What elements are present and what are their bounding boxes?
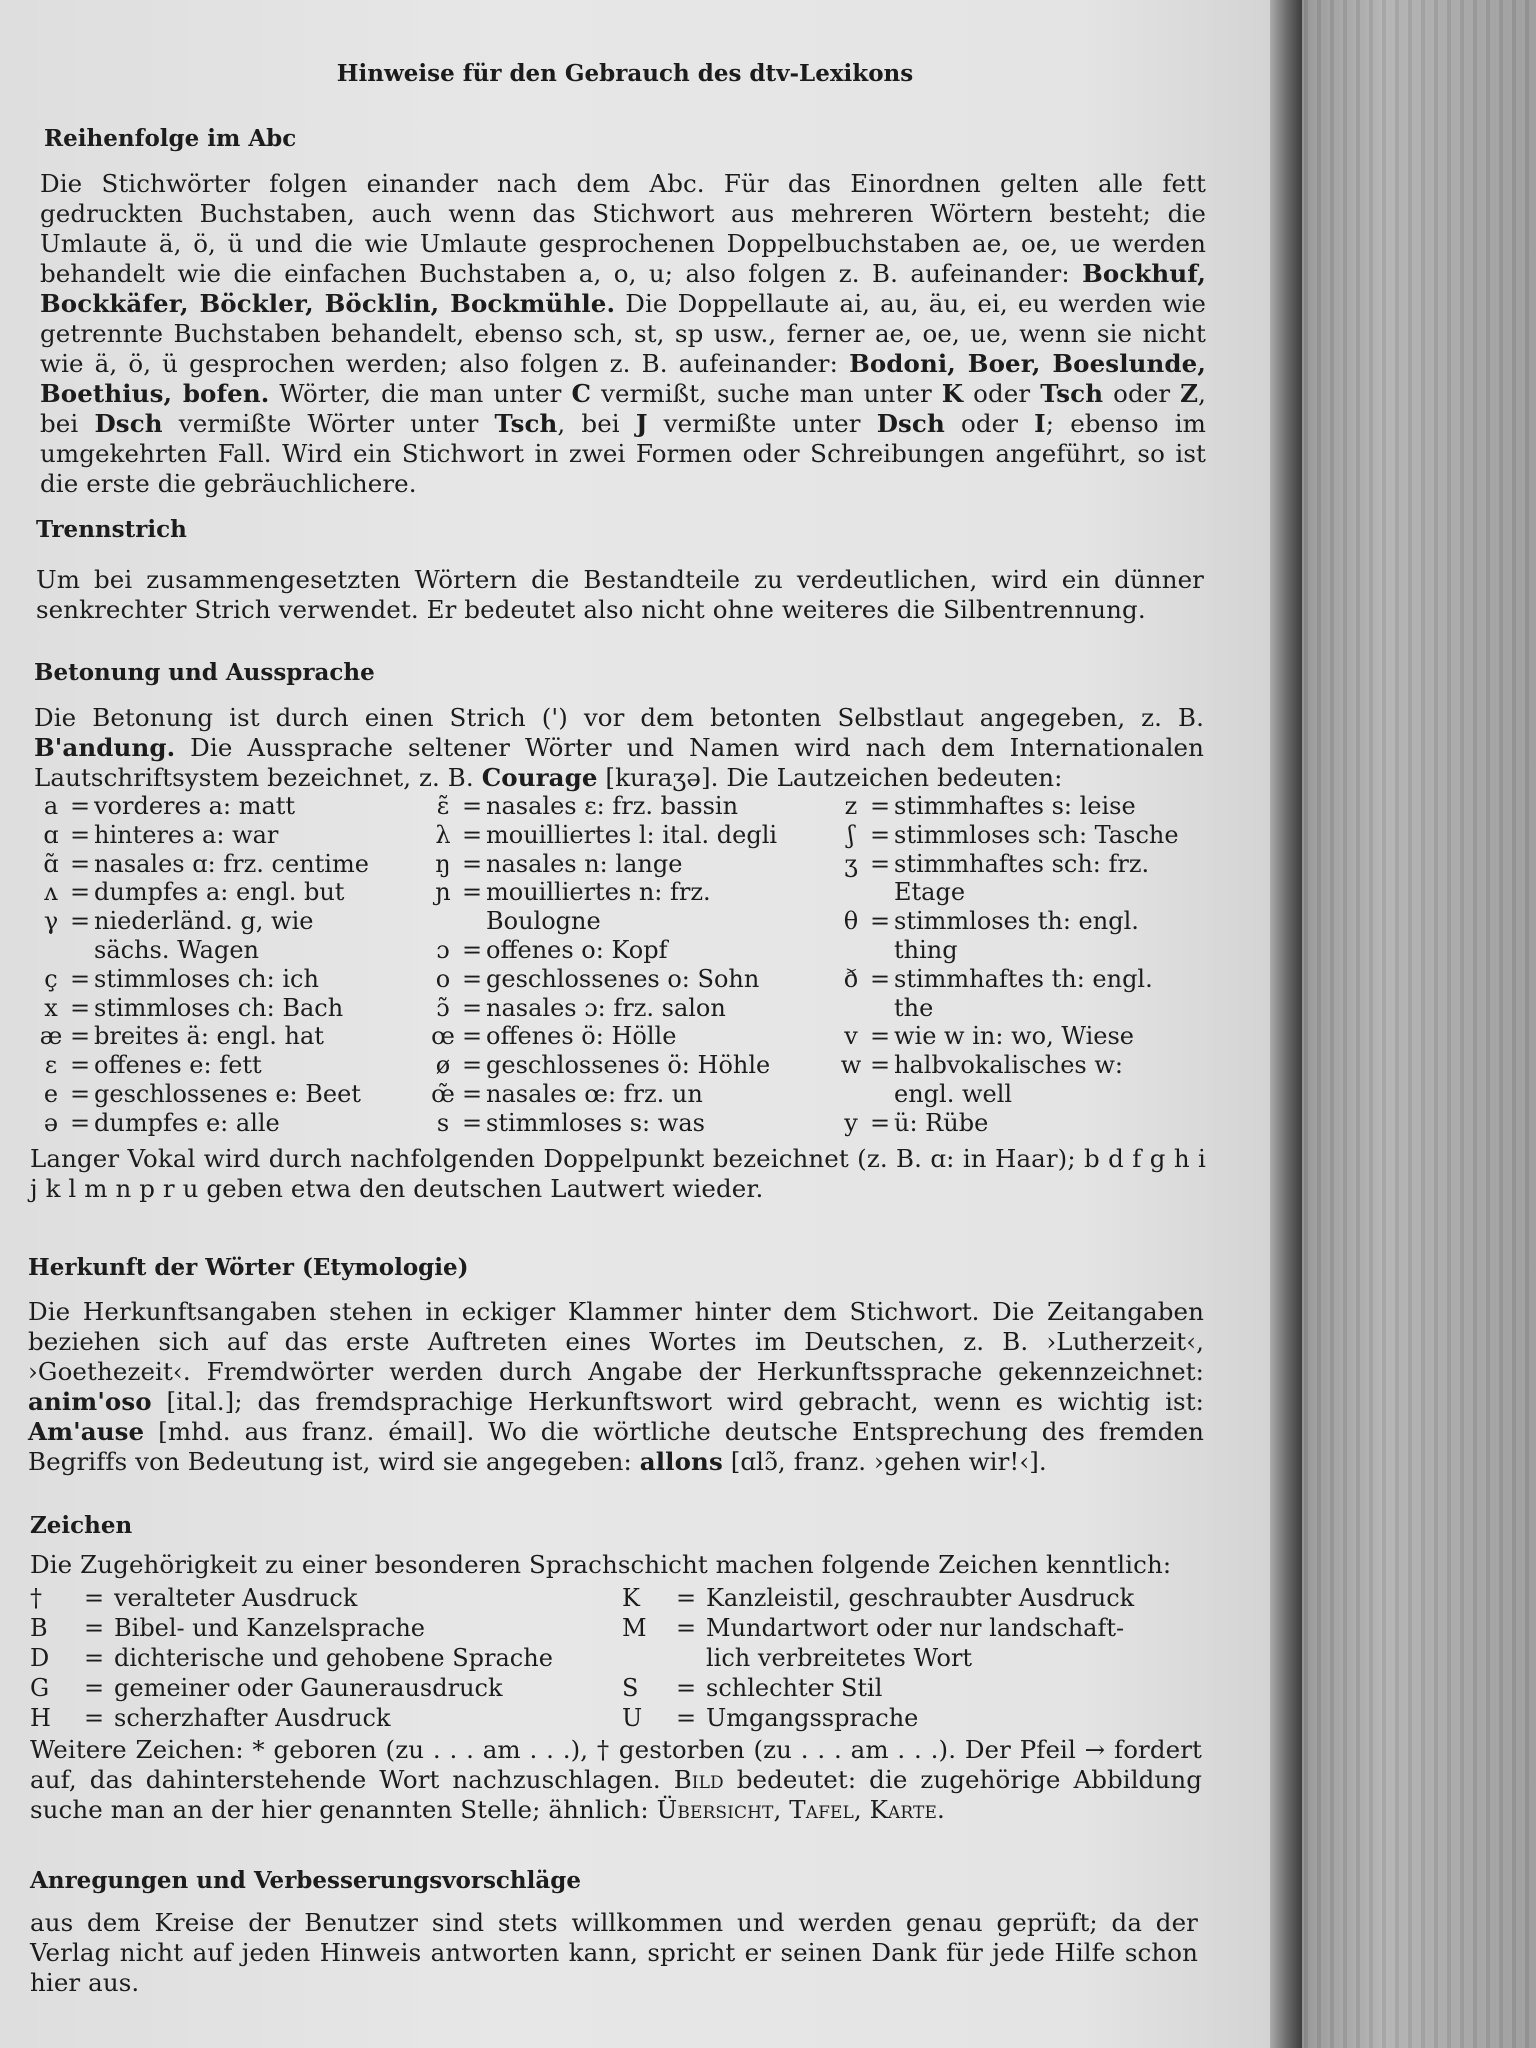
zeichen-row: U = Umgangssprache bbox=[622, 1704, 919, 1732]
phonetic-row: ɔ̃ = nasales ɔ: frz. salon bbox=[436, 993, 726, 1022]
phonetic-row: ʃ = stimmloses sch: Tasche bbox=[847, 820, 1179, 849]
phonetic-row: x = stimmloses ch: Bach bbox=[44, 993, 344, 1022]
phonetic-row: Etage bbox=[894, 878, 966, 907]
wooden-background bbox=[1262, 0, 1536, 2048]
zeichen-row: K = Kanzleistil, geschraubter Ausdruck bbox=[622, 1584, 1135, 1612]
phonetic-row: z = stimmhaftes s: leise bbox=[844, 792, 1136, 820]
zeichen-row: † = veralteter Ausdruck bbox=[30, 1584, 358, 1612]
heading-betonung: Betonung und Aussprache bbox=[34, 659, 375, 686]
text-herkunft: Die Herkunftsangaben stehen in eckiger Klammer hinter dem Stichwort. Die Zeitangaben beziehen sich auf das erste Auftreten eines Wortes im Deutschen, z. B. ›Lutherzeit‹, ›Goethezeit‹. Fremdwörter werden durch Angabe der Herkunftssprache gekennzeichnet: anim'oso [ital.]; das fremdsprachige Herkunftswort wird gebracht, wenn es wichtig ist: Am'ause [mhd. aus franz. émail]. Wo die wörtliche deutsche Entsprechung des fremden Begriffs von Bedeutung ist, wird sie angegeben: allons [ɑlɔ̃, franz. ›gehen wir!‹]. bbox=[28, 1297, 1204, 1476]
zeichen-row: D = dichterische und gehobene Sprache bbox=[30, 1644, 553, 1672]
text-zeichen-outro: Weitere Zeichen: * geboren (zu . . . am . . .), † gestorben (zu . . . am . . .). Der Pfeil → fordert auf, das dahinterstehende Wort nachzuschlagen. Bild bedeutet: die zugehörige Abbildung suche man an der hier genannten Stelle; ähnlich: Übersicht, Tafel, Karte. bbox=[30, 1735, 1203, 1824]
phonetic-row: ŋ = nasales n: lange bbox=[435, 849, 683, 878]
phonetic-row: v = wie w in: wo, Wiese bbox=[844, 1022, 1134, 1051]
phonetic-row: ɔ = offenes o: Kopf bbox=[436, 935, 668, 964]
text-betonung-outro: Langer Vokal wird durch nachfolgenden Doppelpunkt bezeichnet (z. B. ɑ: in Haar); b d f g h i j k l m n p r u geben etwa den deutschen Lautwert wieder. bbox=[30, 1144, 1206, 1203]
zeichen-row: G = gemeiner oder Gaunerausdruck bbox=[30, 1674, 503, 1702]
heading-anregungen: Anregungen und Verbesserungsvorschläge bbox=[30, 1867, 582, 1894]
heading-herkunft: Herkunft der Wörter (Etymologie) bbox=[28, 1254, 469, 1281]
zeichen-row: S = schlechter Stil bbox=[622, 1674, 883, 1702]
phonetic-row: the bbox=[894, 993, 934, 1022]
zeichen-table-right bbox=[622, 1583, 1206, 1733]
phonetic-column-1 bbox=[36, 792, 421, 1138]
phonetic-row: y = ü: Rübe bbox=[844, 1108, 989, 1137]
page-title: Hinweise für den Gebrauch des dtv-Lexikons bbox=[336, 60, 914, 87]
phonetic-row: ʌ = dumpfes a: engl. but bbox=[44, 878, 345, 907]
phonetic-row: ɑ̃ = nasales ɑ: frz. centime bbox=[43, 849, 369, 878]
phonetic-row: ə = dumpfes e: alle bbox=[43, 1108, 280, 1137]
phonetic-row: a = vorderes a: matt bbox=[43, 792, 296, 820]
phonetic-row: s = stimmloses s: was bbox=[436, 1108, 705, 1137]
text-betonung-intro: Die Betonung ist durch einen Strich (') vor dem betonten Selbstlaut angegeben, z. B. B'andung. Die Aussprache seltener Wörter und Namen wird nach dem Internationalen Lautschriftsystem bezeichnet, z. B. Courage [kuraʒə]. Die Lautzeichen bedeuten: bbox=[34, 703, 1204, 792]
phonetic-row: ø = geschlossenes ö: Höhle bbox=[435, 1051, 771, 1080]
zeichen-row: lich verbreitetes Wort bbox=[706, 1644, 973, 1672]
phonetic-row: thing bbox=[894, 935, 958, 964]
heading-abc: Reihenfolge im Abc bbox=[44, 125, 297, 152]
phonetic-row: ð = stimmhaftes th: engl. bbox=[843, 964, 1153, 993]
phonetic-row: ε = offenes e: fett bbox=[44, 1051, 262, 1080]
phonetic-row: ε̃ = nasales ε: frz. bassin bbox=[436, 792, 739, 820]
phonetic-row: o = geschlossenes o: Sohn bbox=[435, 964, 760, 993]
zeichen-row: M = Mundartwort oder nur landschaft- bbox=[622, 1614, 1125, 1642]
phonetic-row: œ = offenes ö: Hölle bbox=[431, 1022, 677, 1051]
phonetic-row: ç = stimmloses ch: ich bbox=[44, 964, 319, 993]
text-zeichen-intro: Die Zugehörigkeit zu einer besonderen Sprachschicht machen folgende Zeichen kenntlich: bbox=[30, 1550, 1172, 1579]
phonetic-row: ɑ = hinteres a: war bbox=[43, 820, 279, 849]
phonetic-row: θ = stimmloses th: engl. bbox=[843, 907, 1139, 936]
text-abc: Die Stichwörter folgen einander nach dem Abc. Für das Einordnen gelten alle fett gedruckten Buchstaben, auch wenn das Stichwort aus mehreren Wörtern besteht; die Umlaute ä, ö, ü und die wie Umlaute gesprochenen Doppelbuchstaben ae, oe, ue werden behandelt wie die einfachen Buchstaben a, o, u; also folgen z. B. aufeinander: Bockhuf, Bockkäfer, Böckler, Böcklin, Bockmühle. Die Doppellaute ai, au, äu, ei, eu werden wie getrennte Buchstaben behandelt, ebenso sch, st, sp usw., ferner ae, oe, ue, wenn sie nicht wie ä, ö, ü gesprochen werden; also folgen z. B. aufeinander: Bodoni, Boer, Boeslunde, Boethius, bofen. Wörter, die man unter C vermißt, suche man unter K oder Tsch oder Z, bei Dsch vermißte Wörter unter Tsch, bei J vermißte unter Dsch oder I; ebenso im umgekehrten Fall. Wird ein Stichwort in zwei Formen oder Schreibungen angeführt, so ist die erste die gebräuchlichere. bbox=[40, 169, 1207, 498]
heading-zeichen: Zeichen bbox=[30, 1512, 133, 1539]
phonetic-row: e = geschlossenes e: Beet bbox=[43, 1079, 361, 1108]
text-trennstrich: Um bei zusammengesetzten Wörtern die Bestandteile zu verdeutlichen, wird ein dünner senkrechter Strich verwendet. Er bedeutet also nicht ohne weiteres die Silbentrennung. bbox=[36, 565, 1204, 624]
phonetic-row: engl. well bbox=[894, 1079, 1013, 1108]
zeichen-row: H = scherzhafter Ausdruck bbox=[30, 1704, 391, 1732]
heading-trennstrich: Trennstrich bbox=[36, 516, 187, 543]
phonetic-row: sächs. Wagen bbox=[94, 935, 260, 964]
phonetic-row: γ = niederländ. g, wie bbox=[43, 907, 314, 936]
phonetic-row: ʒ = stimmhaftes sch: frz. bbox=[844, 849, 1150, 878]
phonetic-column-2 bbox=[428, 792, 832, 1138]
phonetic-column-3 bbox=[836, 792, 1210, 1138]
phonetic-row: Boulogne bbox=[486, 907, 601, 936]
zeichen-table-left bbox=[30, 1583, 620, 1733]
zeichen-row: B = Bibel- und Kanzelsprache bbox=[30, 1614, 425, 1642]
phonetic-row: ɲ = mouilliertes n: frz. bbox=[435, 878, 711, 907]
phonetic-row: œ̃ = nasales œ: frz. un bbox=[431, 1079, 703, 1108]
phonetic-row: λ = mouilliertes l: ital. degli bbox=[435, 820, 778, 849]
phonetic-row: æ = breites ä: engl. hat bbox=[39, 1022, 324, 1051]
phonetic-row: w = halbvokalisches w: bbox=[840, 1051, 1124, 1080]
text-anregungen: aus dem Kreise der Benutzer sind stets willkommen und werden genau geprüft; da der Verlag nicht auf jeden Hinweis antworten kann, spricht er seinen Dank für jede Hilfe schon hier aus. bbox=[30, 1908, 1198, 1997]
